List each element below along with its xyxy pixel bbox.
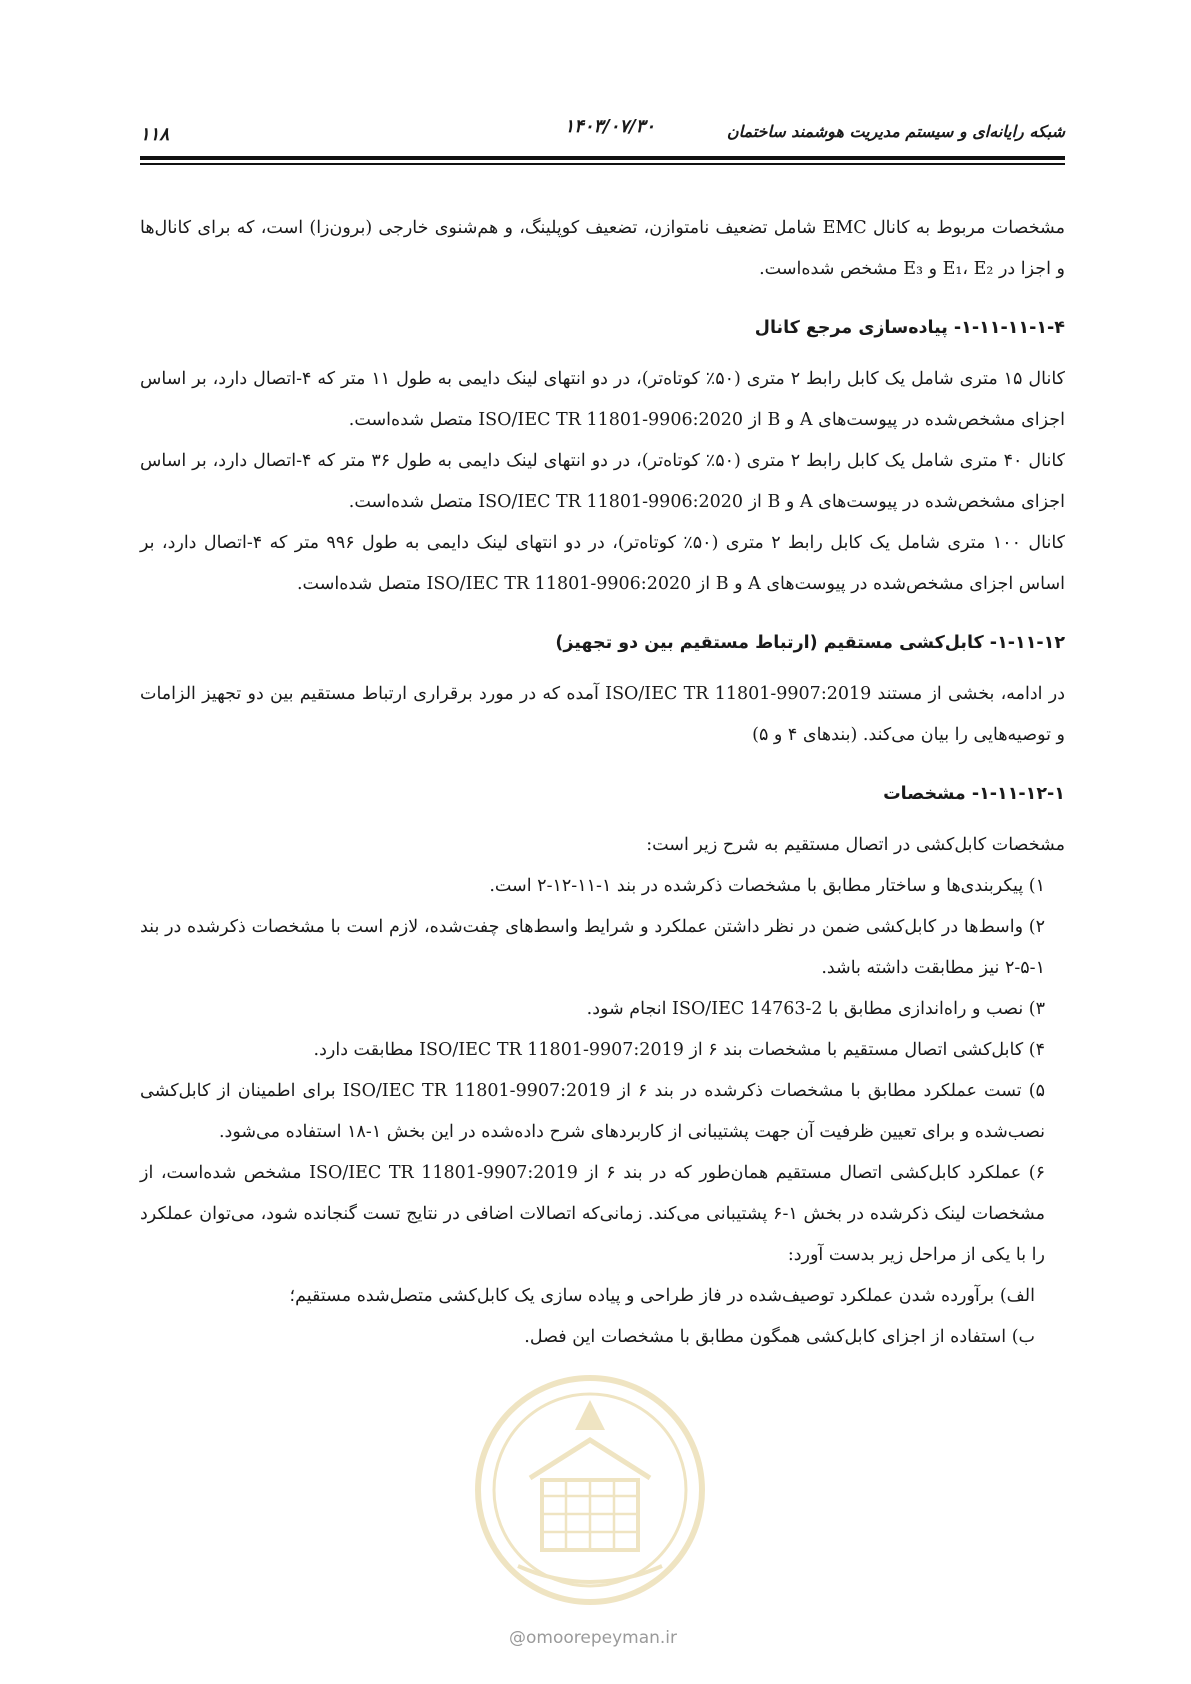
section-heading-channel-reference: ۱-۱۱-۱۱-۱-۴- پیاده‌سازی مرجع کانال: [754, 318, 1065, 338]
list-item: ۱) پیکربندی‌ها و ساختار مطابق با مشخصات ذکرشده در بند ۱-۱۱-۱۲-۲ است.: [489, 876, 1045, 896]
channel-100m-paragraph: کانال ۱۰۰ متری شامل یک کابل رابط ۲ متری (۵۰٪ کوتاه‌تر)، در دو انتهای لینک دایمی به طول ۹۹۶ متر که ۴-اتصال دارد، بر اساس اجزای مشخص‌شده در پیوست‌های A و B از ISO/IEC TR 11801-9906:2020 متصل شده‌است.: [140, 533, 1066, 594]
intro-paragraph: مشخصات مربوط به کانال EMC شامل تضعیف نامتوازن، تضعیف کوپلینگ، و هم‌شنوی خارجی (برون‌زا) است، که برای کانال‌ها و اجزا در E₁، E₂ و E₃ مشخص شده‌است.: [140, 218, 1065, 279]
direct-cabling-paragraph: در ادامه، بخشی از مستند ISO/IEC TR 11801-9907:2019 آمده که در مورد برقراری ارتباط مستقیم بین دو تجهیز الزامات و توصیه‌هایی را بیان می‌کند. (بندهای ۴ و ۵): [140, 684, 1065, 745]
header-title: شبکه رایانه‌ای و سیستم مدیریت هوشمند ساختمان: [726, 122, 1065, 141]
header-rule-thin: [140, 163, 1065, 165]
specifications-intro: مشخصات کابل‌کشی در اتصال مستقیم به شرح زیر است:: [646, 835, 1065, 855]
section-heading-direct-cabling: ۱-۱۱-۱۲- کابل‌کشی مستقیم (ارتباط مستقیم بین دو تجهیز): [555, 633, 1065, 653]
section-heading-specifications: ۱-۱۱-۱۲-۱- مشخصات: [883, 784, 1065, 804]
header-rule-thick: [140, 156, 1065, 160]
page-body: [140, 208, 1065, 1358]
header-date: ۱۴۰۳/۰۷/۳۰: [564, 116, 655, 137]
sub-list-item: الف) برآورده شدن عملکرد توصیف‌شده در فاز طراحی و پیاده سازی یک کابل‌کشی متصل‌شده مستقیم؛: [289, 1286, 1035, 1306]
sub-list-item: ب) استفاده از اجزای کابل‌کشی همگون مطابق با مشخصات این فصل.: [524, 1327, 1035, 1347]
channel-15m-paragraph: کانال ۱۵ متری شامل یک کابل رابط ۲ متری (۵۰٪ کوتاه‌تر)، در دو انتهای لینک دایمی به طول ۱۱ متر که ۴-اتصال دارد، بر اساس اجزای مشخص‌شده در پیوست‌های A و B از ISO/IEC TR 11801-9906:2020 متصل شده‌است.: [140, 369, 1066, 430]
channel-40m-paragraph: کانال ۴۰ متری شامل یک کابل رابط ۲ متری (۵۰٪ کوتاه‌تر)، در دو انتهای لینک دایمی به طول ۳۶ متر که ۴-اتصال دارد، بر اساس اجزای مشخص‌شده در پیوست‌های A و B از ISO/IEC TR 11801-9906:2020 متصل شده‌است.: [140, 451, 1066, 512]
running-header: [140, 112, 1065, 152]
list-item: ۴) کابل‌کشی اتصال مستقیم با مشخصات بند ۶ از ISO/IEC TR 11801-9907:2019 مطابقت دارد.: [313, 1040, 1045, 1060]
list-item: ۳) نصب و راه‌اندازی مطابق با ISO/IEC 14763-2 انجام شود.: [586, 999, 1045, 1019]
watermark-logo: [470, 1370, 710, 1610]
page-number: ۱۱۸: [140, 124, 170, 145]
list-item: ۵) تست عملکرد مطابق با مشخصات ذکرشده در بند ۶ از ISO/IEC TR 11801-9907:2019 برای اطمینان از کابل‌کشی نصب‌شده و برای تعیین ظرفیت آن جهت پشتیبانی از کاربردهای شرح داده‌شده در این بخش ۱-۱۸ استفاده می‌شود.: [140, 1081, 1045, 1142]
list-item: ۶) عملکرد کابل‌کشی اتصال مستقیم همان‌طور که در بند ۶ از ISO/IEC TR 11801-9907:2019 مشخص شده‌است، از مشخصات لینک ذکرشده در بخش ۱-۶ پشتیبانی می‌کند. زمانی‌که اتصالات اضافی در نتایج تست گنجانده شود، می‌توان عملکرد را با یکی از مراحل زیر بدست آورد:: [140, 1163, 1045, 1265]
watermark-url: @omoorepeyman.ir: [508, 1628, 678, 1648]
list-item: ۲) واسط‌ها در کابل‌کشی ضمن در نظر داشتن عملکرد و شرایط واسط‌های چفت‌شده، لازم است با مشخصات ذکرشده در بند ۱-۵-۲ نیز مطابقت داشته باشد.: [140, 917, 1045, 978]
